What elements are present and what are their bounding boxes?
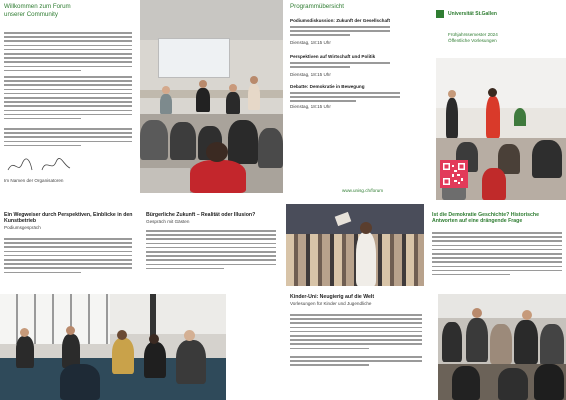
session-3-details — [290, 92, 400, 105]
photo-panel-discussion — [140, 0, 283, 193]
signature-image — [6, 156, 76, 176]
session-2-title: Perspektiven auf Wirtschaft und Politik — [290, 54, 376, 59]
article-4-heading-line2: Antworten auf eine drängende Frage — [432, 218, 523, 224]
intro-subheading: unserer Community — [4, 11, 58, 18]
article-2-sub: Gespräch mit Gästen — [146, 219, 190, 224]
kids-heading: Kinder-Uni: Neugierig auf die Welt — [290, 294, 375, 300]
cover-tagline-1: Frühjahrssemester 2024 — [448, 32, 498, 37]
cover-panel — [428, 0, 566, 200]
article-2 — [146, 212, 278, 290]
article-1-sub: Podiumsgespräch — [4, 225, 41, 230]
intro-heading: Willkommen zum Forum — [4, 3, 71, 10]
article-4-heading-line1: Ist die Demokratie Geschichte? Historische — [432, 212, 539, 218]
session-2-details — [290, 62, 390, 70]
kids-body-2 — [290, 356, 422, 369]
photo-lounge-discussion — [0, 294, 226, 400]
session-2-time: Dienstag, 18:15 Uhr — [290, 72, 331, 77]
photo-audience — [286, 204, 424, 286]
qr-code[interactable] — [440, 160, 468, 188]
signature-caption: Im Namen der Organisatoren — [4, 178, 64, 183]
program-heading: Programmübersicht — [290, 3, 344, 10]
intro-paragraph-1 — [4, 32, 132, 74]
brand-name: Universität St.Gallen — [448, 11, 497, 17]
article-4 — [432, 212, 564, 290]
kids-sub: Vorlesungen für Kinder und Jugendliche — [290, 301, 372, 306]
photo-seminar-audience — [438, 294, 566, 400]
article-2-body — [146, 230, 276, 272]
cover-tagline-2: Öffentliche Vorlesungen — [448, 38, 497, 43]
article-4-body — [432, 232, 562, 278]
article-1-body — [4, 238, 132, 276]
session-3-title: Debatte: Demokratie in Bewegung — [290, 84, 365, 89]
footer-link[interactable]: www.unisg.ch/forum — [342, 188, 384, 193]
session-3-time: Dienstag, 18:15 Uhr — [290, 104, 331, 109]
session-1-time: Dienstag, 18:15 Uhr — [290, 40, 331, 45]
intro-paragraph-2 — [4, 76, 132, 122]
article-2-heading: Bürgerliche Zukunft – Realität oder Illusion? — [146, 212, 256, 218]
article-1-heading-line1: Ein Wegweiser durch Perspektiven, Einblicke in den — [4, 212, 133, 218]
article-1-heading-line2: Kunstbetrieb — [4, 218, 36, 224]
session-1-title: Podiumsdiskussion: Zukunft der Gesellschaft — [290, 18, 391, 23]
kids-body-1 — [290, 314, 422, 352]
university-logo — [436, 10, 444, 18]
article-kids — [290, 294, 424, 400]
intro-panel — [4, 4, 134, 186]
session-1-details — [290, 26, 390, 39]
program-panel — [290, 3, 420, 193]
intro-paragraph-3 — [4, 128, 132, 149]
article-1 — [4, 212, 134, 290]
